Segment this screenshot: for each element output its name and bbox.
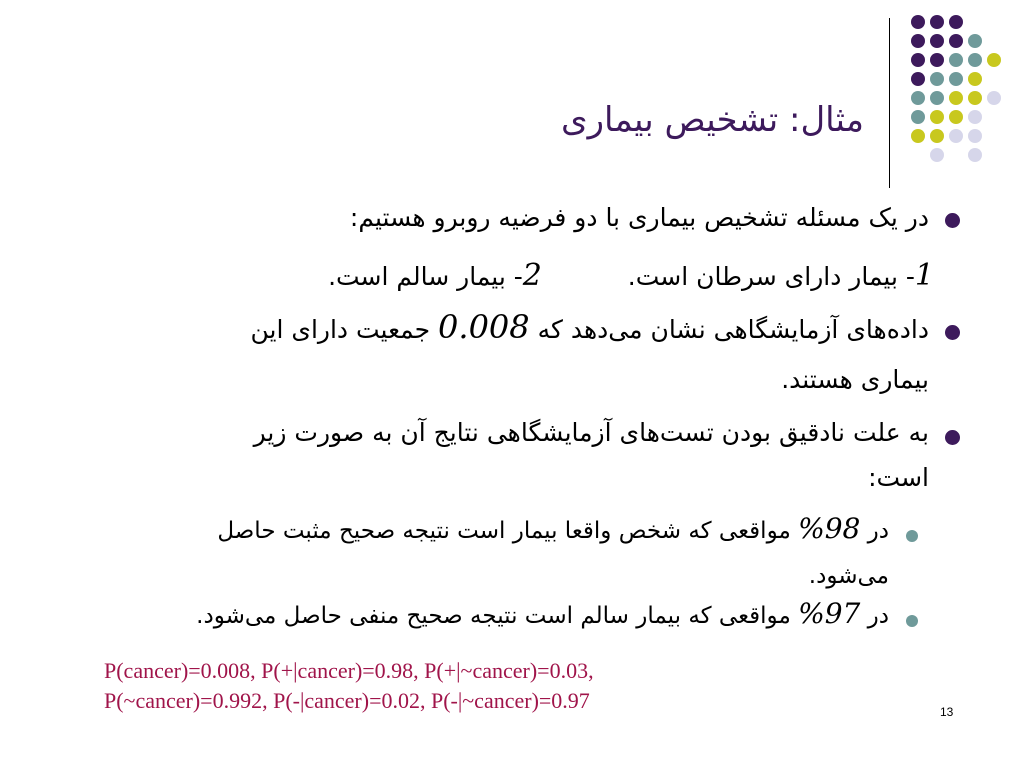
dot-row-6 [911, 110, 982, 124]
bullet-3-line-1: به علت نادقیق بودن تست‌های آزمایشگاهی نتایج آن به صورت زیر [253, 418, 929, 447]
sub-bullet-1-value: 98% [798, 512, 861, 545]
sub-bullet-1-line-1 [217, 512, 889, 545]
dot-row-8 [930, 148, 982, 162]
sub-bullet-2-value: 97% [798, 597, 861, 630]
sub-bullet-1-prefix: در [867, 518, 889, 544]
hypothesis-2-text: - بیمار سالم است. [328, 262, 523, 291]
dot-row-4 [911, 72, 982, 86]
dot-row-1 [911, 15, 963, 29]
probability-formula-line-1: P(cancer)=0.008, P(+|cancer)=0.98, P(+|~cancer)=0.03, [104, 658, 594, 683]
dot-row-2 [911, 34, 982, 48]
dot-row-5 [911, 91, 1001, 105]
bullet-2-part-1: داده‌های آزمایشگاهی نشان می‌دهد که [537, 315, 929, 344]
sub-bullet-2-text: مواقعی که بیمار سالم است نتیجه صحیح منفی حاصل می‌شود. [196, 603, 791, 629]
decorative-dot-grid [0, 0, 1024, 200]
bullet-2-line-1 [251, 308, 929, 346]
page-number: 13 [940, 705, 954, 719]
sub-bullet-1-text: مواقعی که شخص واقعا بیمار است نتیجه صحیح مثبت حاصل [217, 518, 791, 544]
bullet-1-text: در یک مسئله تشخیص بیماری با دو فرضیه روبرو هستیم: [349, 203, 929, 232]
slide-title: مثال: تشخیص بیماری [560, 100, 864, 140]
sub-bullet-2-line [196, 597, 889, 630]
bullet-dot [945, 430, 960, 445]
probability-formula-line-2: P(~cancer)=0.992, P(-|cancer)=0.02, P(-|~cancer)=0.97 [104, 688, 590, 713]
dot-row-3 [911, 53, 1001, 67]
hypotheses-line [328, 258, 934, 293]
hypothesis-2-number: 2 [522, 258, 542, 293]
bullet-dot [945, 325, 960, 340]
sub-bullet-dot [906, 615, 918, 627]
sub-bullet-2-prefix: در [867, 603, 889, 629]
sub-bullet-1-line-2: می‌شود. [808, 563, 889, 589]
hypothesis-1-number: 1 [914, 258, 934, 293]
bullet-2-line-2: بیماری هستند. [781, 365, 929, 394]
hypothesis-1-text: - بیمار دارای سرطان است. [627, 262, 915, 291]
bullet-dot [945, 213, 960, 228]
bullet-3-line-2: است: [868, 463, 929, 492]
bullet-2-part-2: جمعیت دارای این [250, 315, 431, 344]
bullet-2-value: 0.008 [438, 308, 530, 346]
sub-bullet-dot [906, 530, 918, 542]
dot-row-7 [911, 129, 982, 143]
title-divider-line [889, 18, 890, 188]
